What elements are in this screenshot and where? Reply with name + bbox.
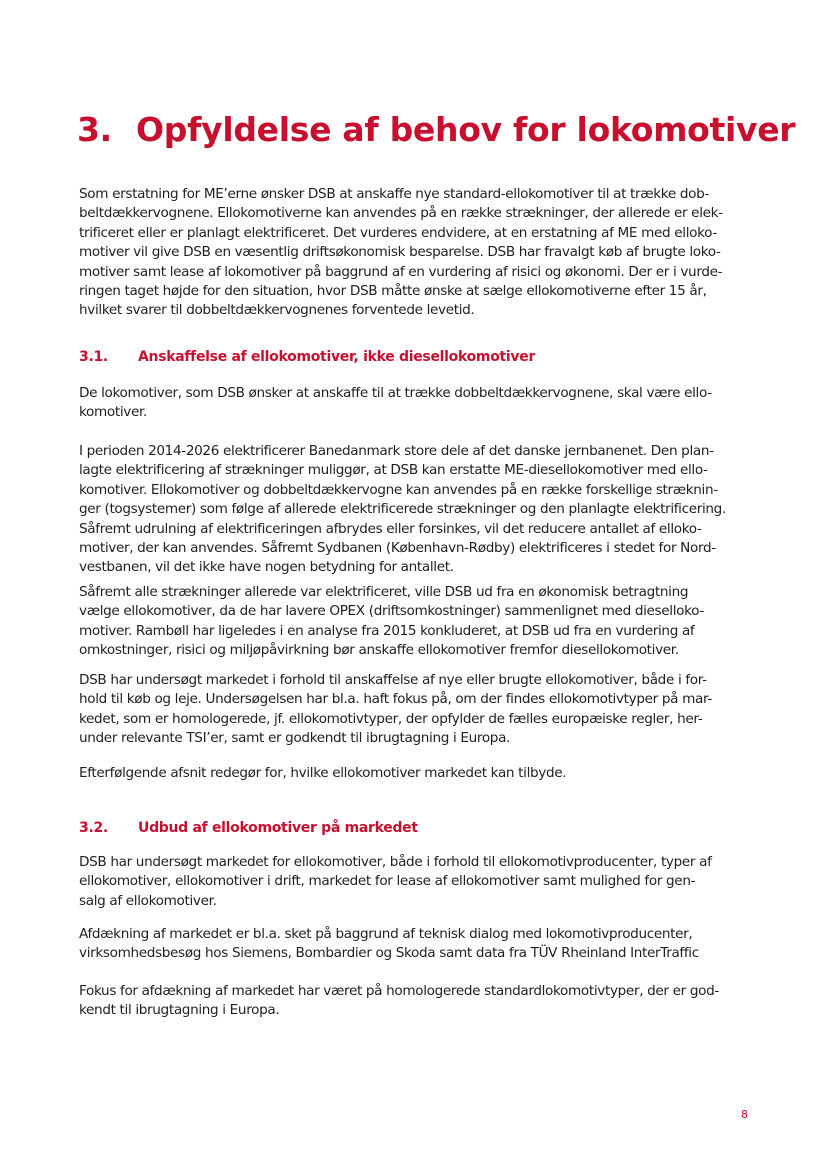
chapter-title-text: Opfyldelse af behov for lokomotiver	[136, 110, 796, 149]
chapter-number: 3.	[77, 110, 112, 149]
text-line: komotiver. Ellokomotiver og dobbeltdækkervogne kan anvendes på en række forskellige stræknin-	[79, 481, 718, 498]
text-line: motiver, der kan anvendes. Såfremt Sydbanen (København-Rødby) elektrificeres i stedet for Nord-	[79, 540, 716, 557]
text-line: salg af ellokomotiver.	[79, 892, 217, 909]
text-line: ellokomotiver, ellokomotiver i drift, markedet for lease af ellokomotiver samt mulighed for gen-	[79, 873, 696, 890]
text-line: Såfremt udrulning af elektrificeringen afbrydes eller forsinkes, vil det reducere antallet af elloko-	[79, 520, 702, 537]
text-line: motiver vil give DSB en væsentlig driftsøkonomisk besparelse. DSB har fravalgt køb af brugte loko-	[79, 244, 721, 261]
text-line: Fokus for afdækning af markedet har været på homologerede standardlokomotivtyper, der er god-	[79, 983, 719, 999]
text-line: Efterfølgende afsnit redegør for, hvilke ellokomotiver markedet kan tilbyde.	[79, 765, 567, 781]
text-line: beltdækkervognene. Ellokomotiverne kan anvendes på en række strækninger, der allerede er elek-	[79, 205, 723, 222]
text-line: Som erstatning for ME’erne ønsker DSB at anskaffe nye standard-ellokomotiver til at trække dob-	[79, 186, 709, 202]
paragraph	[79, 583, 749, 661]
section-title: Udbud af ellokomotiver på markedet	[138, 820, 418, 836]
text-line: ger (togsystemer) som følge af allerede elektrificerede strækninger og den planlagte elektrificering.	[79, 501, 726, 518]
paragraph	[79, 384, 749, 423]
paragraph	[79, 442, 749, 578]
text-line: vestbanen, vil det ikke have nogen betydning for antallet.	[79, 559, 454, 576]
text-line: under relevante TSI’er, samt er godkendt til ibrugtagning i Europa.	[79, 730, 511, 747]
text-line: kedet, som er homologerede, jf. ellokomotivtyper, der opfylder de fælles europæiske regler, her-	[79, 710, 703, 727]
paragraph	[79, 671, 749, 749]
paragraph	[79, 853, 749, 911]
text-line: Afdækning af markedet er bl.a. sket på baggrund af teknisk dialog med lokomotivproducenter,	[79, 926, 693, 942]
chapter-title	[77, 108, 795, 152]
text-line: De lokomotiver, som DSB ønsker at anskaffe til at trække dobbeltdækkervognene, skal være ello-	[79, 385, 712, 401]
section-heading-3-1	[79, 347, 535, 367]
text-line: omkostninger, risici og miljøpåvirkning bør anskaffe ellokomotiver fremfor diesellokomotiver.	[79, 642, 679, 659]
text-line: ringen taget højde for den situation, hvor DSB måtte ønske at sælge ellokomotiverne efter 15 år,	[79, 283, 707, 300]
text-line: hvilket svarer til dobbeltdækkervognenes forventede levetid.	[79, 302, 475, 319]
page-number: 8	[741, 1108, 748, 1121]
text-line: DSB har undersøgt markedet i forhold til anskaffelse af nye eller brugte ellokomotiver, både i for-	[79, 672, 707, 688]
text-line: trificeret eller er planlagt elektrificeret. Det vurderes endvidere, at en erstatning af ME med elloko-	[79, 224, 717, 241]
text-line: motiver. Rambøll har ligeledes i en analyse fra 2015 konkluderet, at DSB ud fra en vurdering af	[79, 622, 695, 639]
text-line: komotiver.	[79, 404, 147, 421]
section-heading-3-2	[79, 818, 418, 838]
intro-paragraph	[79, 185, 749, 321]
text-line: lagte elektrificering af strækninger muliggør, at DSB kan erstatte ME-diesellokomotiver med ello-	[79, 462, 708, 479]
text-line: DSB har undersøgt markedet for ellokomotiver, både i forhold til ellokomotivproducenter, typer af	[79, 854, 712, 870]
text-line: hold til køb og leje. Undersøgelsen har bl.a. haft fokus på, om der findes ellokomotivtyper på mar-	[79, 691, 712, 708]
text-line: kendt til ibrugtagning i Europa.	[79, 1002, 280, 1019]
paragraph	[79, 764, 749, 783]
text-line: I perioden 2014-2026 elektrificerer Banedanmark store dele af det danske jernbanenet. Den plan-	[79, 443, 714, 459]
section-number: 3.1.	[79, 349, 108, 365]
section-title: Anskaffelse af ellokomotiver, ikke diesellokomotiver	[138, 349, 536, 365]
text-line: motiver samt lease af lokomotiver på baggrund af en vurdering af risici og økonomi. Der er i vurde-	[79, 263, 723, 280]
text-line: virksomhedsbesøg hos Siemens, Bombardier og Skoda samt data fra TÜV Rheinland InterTraffic	[79, 945, 699, 962]
paragraph	[79, 925, 749, 964]
text-line: vælge ellokomotiver, da de har lavere OPEX (driftsomkostninger) sammenlignet med dieselloko-	[79, 603, 704, 620]
section-number: 3.2.	[79, 820, 108, 836]
paragraph	[79, 982, 749, 1021]
text-line: Såfremt alle strækninger allerede var elektrificeret, ville DSB ud fra en økonomisk betragtning	[79, 584, 689, 600]
